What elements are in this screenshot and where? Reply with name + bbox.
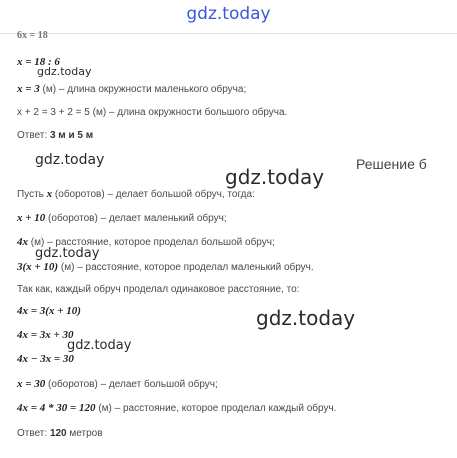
solution-line: x = 3 (м) – длина окружности маленького обруча; <box>17 83 247 95</box>
watermark: gdz.today <box>35 152 105 168</box>
solution-line: 4x (м) – расстояние, которое проделал большой обруч; <box>17 236 275 248</box>
solution-heading: Решение б <box>356 156 427 172</box>
solution-line: Так как, каждый обруч проделал одинаковое расстояние, то: <box>17 284 300 295</box>
solution-line: x = 18 : 6 <box>17 56 60 68</box>
site-logo[interactable]: gdz.today <box>186 4 271 24</box>
watermark: gdz.today <box>225 165 325 189</box>
solution-line: 4x = 4 * 30 = 120 (м) – расстояние, которое проделал каждый обруч. <box>17 402 337 414</box>
equation-line: 4x = 3(x + 10) <box>17 305 81 317</box>
watermark: gdz.today <box>35 246 100 261</box>
watermark: gdz.today <box>256 306 356 330</box>
cut-off-equation: 6x = 18 <box>17 30 48 41</box>
watermark: gdz.today <box>67 338 132 353</box>
top-bar <box>0 0 457 34</box>
solution-line: x + 10 (оборотов) – делает маленький обруч; <box>17 212 227 224</box>
solution-line: x + 2 = 3 + 2 = 5 (м) – длина окружности большого обруча. <box>17 107 288 118</box>
watermark: gdz.today <box>37 65 92 78</box>
equation-line: 4x − 3x = 30 <box>17 353 74 365</box>
equation-line: 4x = 3x + 30 <box>17 329 74 341</box>
solution-line: 3(x + 10) (м) – расстояние, которое проделал маленький обруч. <box>17 261 314 273</box>
solution-line: Пусть x (оборотов) – делает большой обруч, тогда: <box>17 188 255 200</box>
answer-line: Ответ: 3 м и 5 м <box>17 130 94 141</box>
answer-line: Ответ: 120 метров <box>17 428 103 439</box>
solution-line: x = 30 (оборотов) – делает большой обруч; <box>17 378 218 390</box>
